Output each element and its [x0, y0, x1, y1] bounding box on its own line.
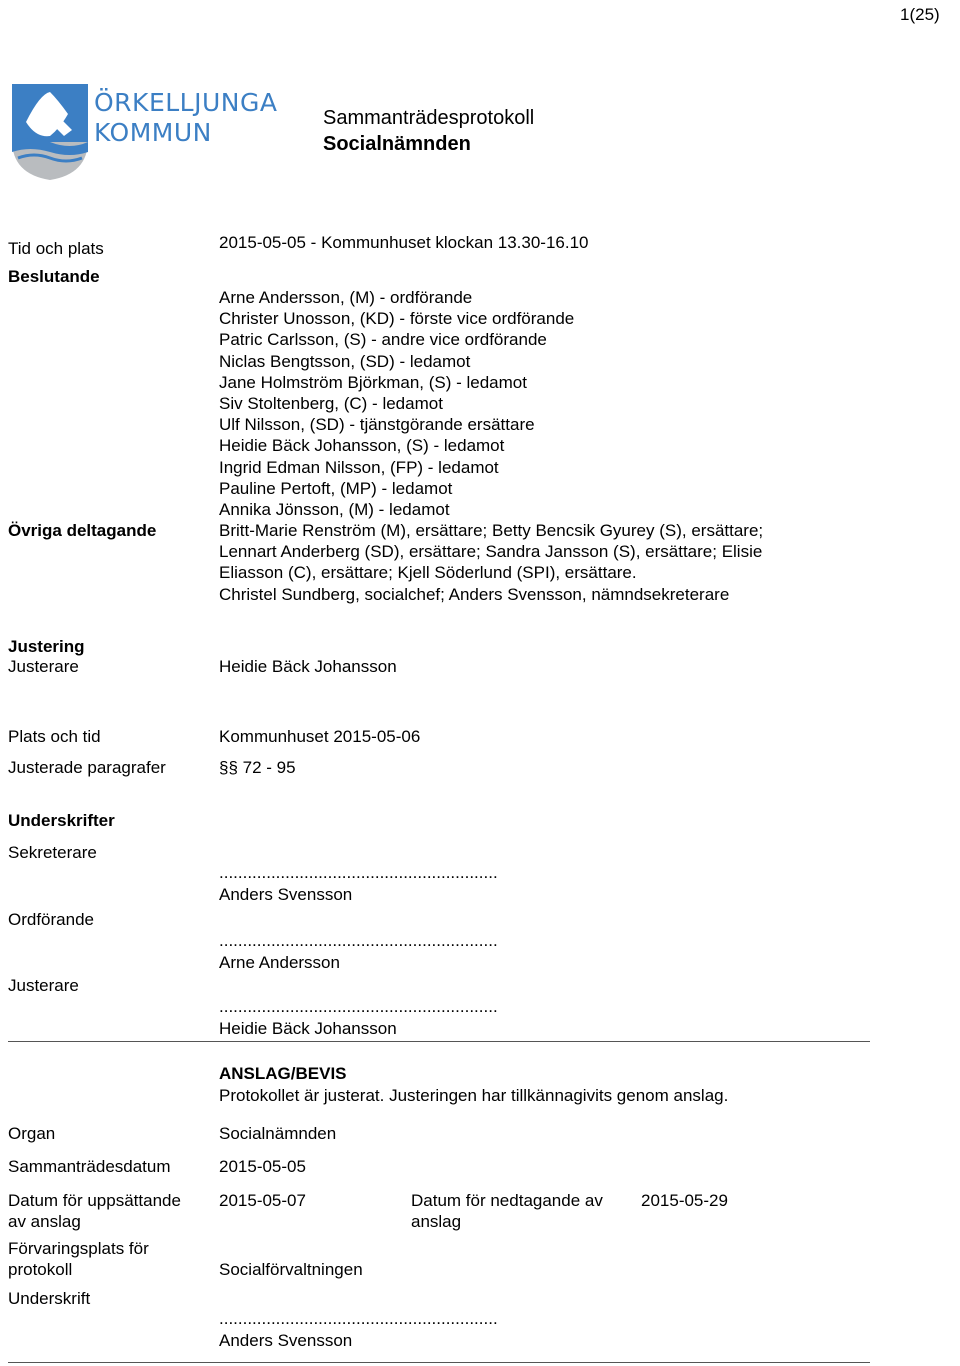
posted-date-label-line: av anslag	[8, 1212, 81, 1231]
adjustment-heading: Justering	[8, 637, 85, 656]
section-divider	[8, 1041, 870, 1042]
notice-heading: ANSLAG/BEVIS	[219, 1064, 347, 1083]
deciding-label: Beslutande	[8, 267, 100, 286]
signature-role-label: Sekreterare	[8, 843, 97, 862]
signatures-heading: Underskrifter	[8, 811, 115, 830]
signature-name: Heidie Bäck Johansson	[219, 1019, 397, 1038]
deciding-member: Niclas Bengtsson, (SD) - ledamot	[219, 351, 471, 371]
storage-label	[8, 1238, 149, 1280]
removed-date-value: 2015-05-29	[641, 1191, 728, 1210]
board-name: Socialnämnden	[323, 133, 471, 155]
deciding-member: Patric Carlsson, (S) - andre vice ordförande	[219, 330, 547, 350]
time-place-value: 2015-05-05 - Kommunhuset klockan 13.30-16.10	[219, 233, 589, 252]
logo-line-1: ÖRKELLJUNGA	[94, 88, 278, 117]
storage-value: Socialförvaltningen	[219, 1260, 363, 1279]
page-number: 1(25)	[900, 5, 940, 24]
paragraphs-value: §§ 72 - 95	[219, 758, 296, 777]
logo-line-2: KOMMUN	[94, 118, 212, 147]
signature-name: Anders Svensson	[219, 1331, 353, 1350]
logo-wordmark	[94, 88, 277, 148]
deciding-member: Heidie Bäck Johansson, (S) - ledamot	[219, 436, 505, 456]
notice-text: Protokollet är justerat. Justeringen har tillkännagivits genom anslag.	[219, 1086, 729, 1105]
adjuster-label: Justerare	[8, 657, 79, 676]
signature-line: ...........................................................	[219, 863, 498, 882]
others-line: Christel Sundberg, socialchef; Anders Svensson, nämndsekreterare	[219, 584, 730, 604]
signature-line: ...........................................................	[219, 931, 498, 950]
adjuster-value: Heidie Bäck Johansson	[219, 657, 397, 676]
document-title: Sammanträdesprotokoll	[323, 107, 535, 129]
deciding-member: Annika Jönsson, (M) - ledamot	[219, 499, 450, 519]
signature-name: Arne Andersson	[219, 953, 340, 972]
deciding-member: Ulf Nilsson, (SD) - tjänstgörande ersättare	[219, 415, 535, 435]
others-line: Britt-Marie Renström (M), ersättare; Betty Bencsik Gyurey (S), ersättare;	[219, 521, 764, 540]
place-time-value: Kommunhuset 2015-05-06	[219, 727, 421, 746]
signature-name: Anders Svensson	[219, 885, 353, 904]
deciding-member: Christer Unosson, (KD) - förste vice ordförande	[219, 309, 575, 329]
organ-value: Socialnämnden	[219, 1124, 337, 1143]
signature-line: ...........................................................	[219, 1309, 498, 1328]
posted-date-value: 2015-05-07	[219, 1191, 306, 1210]
signature-line: ...........................................................	[219, 997, 498, 1016]
removed-date-label	[411, 1190, 603, 1232]
bottom-divider	[8, 1362, 870, 1363]
coat-of-arms-icon	[10, 82, 90, 182]
removed-date-label-line: Datum för nedtagande av	[411, 1191, 603, 1210]
deciding-member: Arne Andersson, (M) - ordförande	[219, 288, 473, 307]
deciding-member: Siv Stoltenberg, (C) - ledamot	[219, 393, 443, 413]
others-line: Eliasson (C), ersättare; Kjell Söderlund (SPI), ersättare.	[219, 563, 637, 583]
removed-date-label-line: anslag	[411, 1212, 462, 1231]
others-label: Övriga deltagande	[8, 521, 157, 540]
deciding-list	[219, 287, 574, 520]
others-list	[219, 520, 763, 605]
posted-date-label	[8, 1190, 181, 1232]
signature-label: Underskrift	[8, 1289, 91, 1308]
meeting-date-label: Sammanträdesdatum	[8, 1157, 171, 1176]
posted-date-label-line: Datum för uppsättande	[8, 1191, 181, 1210]
organ-label: Organ	[8, 1124, 56, 1143]
meeting-date-value: 2015-05-05	[219, 1157, 306, 1176]
deciding-member: Ingrid Edman Nilsson, (FP) - ledamot	[219, 457, 499, 477]
place-time-label: Plats och tid	[8, 727, 101, 746]
time-place-label: Tid och plats	[8, 239, 104, 258]
paragraphs-label: Justerade paragrafer	[8, 758, 166, 777]
others-line: Lennart Anderberg (SD), ersättare; Sandra Jansson (S), ersättare; Elisie	[219, 542, 763, 562]
signature-role-label: Ordförande	[8, 910, 94, 929]
storage-label-line: protokoll	[8, 1260, 73, 1279]
deciding-member: Pauline Pertoft, (MP) - ledamot	[219, 478, 453, 498]
signature-role-label: Justerare	[8, 976, 79, 995]
deciding-member: Jane Holmström Björkman, (S) - ledamot	[219, 372, 527, 392]
storage-label-line: Förvaringsplats för	[8, 1239, 149, 1258]
